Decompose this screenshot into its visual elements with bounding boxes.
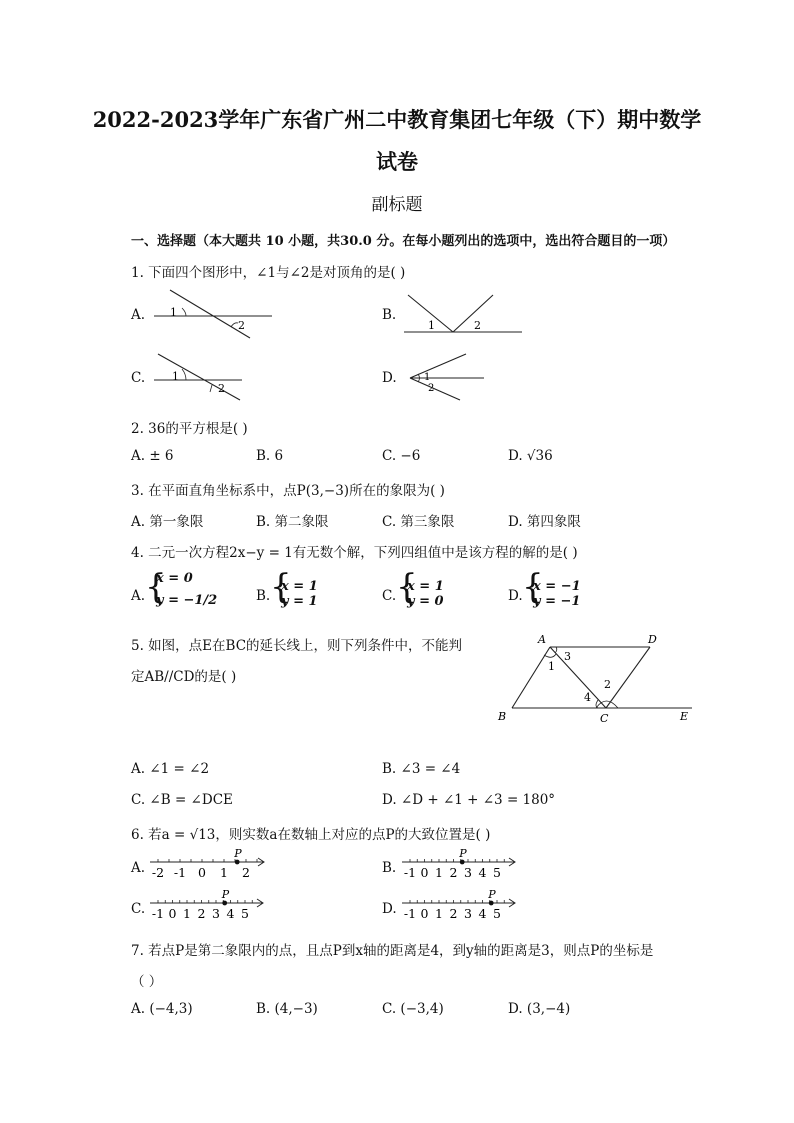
q6-c-point-label: P xyxy=(221,889,230,901)
q3-option-a: A. 第一象限 xyxy=(131,514,204,530)
q4-option-a-eq1: x = 0 xyxy=(156,571,193,586)
q4-option-c-label: C. xyxy=(382,588,397,604)
q6-c-tick-label: -1 xyxy=(151,906,165,921)
q7-option-b: B. (4,−3) xyxy=(256,1001,318,1017)
q1-figure-d xyxy=(404,350,494,404)
q6-d-tick-label: -1 xyxy=(403,906,417,921)
q6-option-a-label: A. xyxy=(131,860,146,876)
q6-c-tick-label: 0 xyxy=(168,906,177,921)
q2-option-c: C. −6 xyxy=(382,448,421,464)
section-heading: 一、选择题（本大题共 10 小题，共30.0 分。在每小题列出的选项中，选出符合题目的一项） xyxy=(131,234,676,249)
q6-a-tick-label: 0 xyxy=(198,865,206,880)
q4-option-b-label: B. xyxy=(256,588,271,604)
q5-angle-2: 2 xyxy=(604,678,611,691)
q1-option-c-label: C. xyxy=(131,370,146,386)
question-7-stem-line1: 7. 若点P是第二象限内的点，且点P到x轴的距离是4，到y轴的距离是3，则点P的坐标是 xyxy=(131,943,654,959)
q6-d-tick-label: 4 xyxy=(478,906,487,921)
page-title: 2022-2023学年广东省广州二中教育集团七年级（下）期中数学 xyxy=(92,107,702,132)
q1-option-a-label: A. xyxy=(131,307,146,323)
q6-numberline-b xyxy=(400,848,530,884)
q6-b-tick-label: 1 xyxy=(435,865,443,880)
q4-option-d-brace: { xyxy=(522,567,544,607)
q6-c-tick-label: 5 xyxy=(241,906,249,921)
q4-option-b-brace: { xyxy=(270,567,292,607)
q4-option-b-eq2: y = 1 xyxy=(281,594,318,609)
q4-option-d-label: D. xyxy=(508,588,523,604)
q6-numberline-a xyxy=(148,848,278,884)
q7-option-c: C. (−3,4) xyxy=(382,1001,444,1017)
q6-b-tick-label: -1 xyxy=(403,865,417,880)
q1-c-angle-2: 2 xyxy=(218,382,225,395)
q7-option-a: A. (−4,3) xyxy=(131,1001,193,1017)
q6-b-tick-label: 2 xyxy=(449,865,458,880)
q6-a-tick-label: -1 xyxy=(173,865,187,880)
q6-c-tick-label: 2 xyxy=(197,906,206,921)
q1-b-angle-2: 2 xyxy=(474,319,481,332)
q3-option-d: D. 第四象限 xyxy=(508,514,581,530)
q6-option-b-label: B. xyxy=(382,860,397,876)
q4-option-c-eq1: x = 1 xyxy=(407,579,444,594)
q6-c-tick-label: 4 xyxy=(226,906,235,921)
q5-angle-3: 3 xyxy=(564,650,571,663)
q5-figure xyxy=(494,628,700,728)
q1-figure-a xyxy=(150,288,275,340)
q4-option-a-brace: { xyxy=(145,567,167,607)
question-2-stem: 2. 36的平方根是( ) xyxy=(131,421,248,437)
q6-option-d-label: D. xyxy=(382,901,397,917)
q3-option-b: B. 第二象限 xyxy=(256,514,329,530)
q5-option-d: D. ∠D + ∠1 + ∠3 = 180° xyxy=(382,792,556,808)
q4-option-c-brace: { xyxy=(396,567,418,607)
q6-numberline-d xyxy=(400,889,530,925)
q5-label-e: E xyxy=(680,710,689,723)
q6-d-point-label: P xyxy=(488,889,496,901)
page-title-line2: 试卷 xyxy=(376,149,418,174)
q6-b-tick-label: 3 xyxy=(464,865,472,880)
question-5-stem-line1: 5. 如图，点E在BC的延长线上，则下列条件中，不能判 xyxy=(131,638,463,654)
question-1-stem: 1. 下面四个图形中，∠1与∠2是对顶角的是( ) xyxy=(131,265,406,281)
q1-d-angle-1: 1 xyxy=(424,372,431,383)
q4-option-c-eq2: y = 0 xyxy=(407,594,444,609)
q4-option-a-label: A. xyxy=(131,588,146,604)
q4-option-b-eq1: x = 1 xyxy=(281,579,318,594)
q6-b-point xyxy=(460,860,465,865)
q2-option-d: D. √36 xyxy=(508,448,553,464)
question-6-stem: 6. 若a = √13，则实数a在数轴上对应的点P的大致位置是( ) xyxy=(131,827,491,843)
q3-option-c: C. 第三象限 xyxy=(382,514,455,530)
q6-d-point xyxy=(489,901,494,906)
q1-figure-c xyxy=(150,350,250,402)
q6-b-point-label: P xyxy=(459,848,467,860)
q5-option-b: B. ∠3 = ∠4 xyxy=(382,761,461,777)
q6-d-tick-label: 1 xyxy=(435,906,443,921)
q2-option-a: A. ± 6 xyxy=(131,448,174,464)
q6-d-tick-label: 5 xyxy=(493,906,501,921)
q1-a-angle-1: 1 xyxy=(170,306,177,319)
q5-label-d: D xyxy=(648,633,657,646)
q4-option-d-eq1: x = −1 xyxy=(533,579,581,594)
q1-figure-b xyxy=(400,292,525,336)
q5-label-a: A xyxy=(538,633,546,646)
q1-d-angle-2: 2 xyxy=(428,383,435,394)
question-7-stem-line2: （ ） xyxy=(131,974,163,990)
q5-angle-1: 1 xyxy=(548,660,555,673)
question-4-stem: 4. 二元一次方程2x−y = 1有无数个解，下列四组值中是该方程的解的是( ) xyxy=(131,545,578,561)
q5-angle-4: 4 xyxy=(584,691,591,704)
q6-a-point xyxy=(235,860,240,865)
q6-c-tick-label: 1 xyxy=(183,906,191,921)
q6-a-point-label: P xyxy=(234,848,242,860)
q6-a-tick-label: -2 xyxy=(151,865,165,880)
q2-option-b: B. 6 xyxy=(256,448,284,464)
q1-b-angle-1: 1 xyxy=(428,319,435,332)
q6-numberline-c xyxy=(148,889,278,925)
question-3-stem: 3. 在平面直角坐标系中，点P(3,−3)所在的象限为( ) xyxy=(131,483,445,499)
q6-option-c-label: C. xyxy=(131,901,146,917)
q6-d-tick-label: 3 xyxy=(464,906,472,921)
q6-d-tick-label: 2 xyxy=(449,906,458,921)
q6-b-tick-label: 4 xyxy=(478,865,487,880)
q1-option-b-label: B. xyxy=(382,307,397,323)
q7-option-d: D. (3,−4) xyxy=(508,1001,571,1017)
q4-option-d-eq2: y = −1 xyxy=(533,594,581,609)
subtitle: 副标题 xyxy=(371,195,423,215)
q6-a-tick-label: 1 xyxy=(220,865,228,880)
q4-option-a-eq2: y = −1/2 xyxy=(156,593,218,608)
q1-c-angle-1: 1 xyxy=(172,370,179,383)
q1-a-angle-2: 2 xyxy=(238,319,245,332)
q6-c-tick-label: 3 xyxy=(212,906,220,921)
q6-d-tick-label: 0 xyxy=(420,906,429,921)
q5-label-b: B xyxy=(498,710,507,723)
question-5-stem-line2: 定AB//CD的是( ) xyxy=(131,669,237,685)
q6-a-tick-label: 2 xyxy=(242,865,250,880)
q6-c-point xyxy=(222,901,227,906)
q5-option-c: C. ∠B = ∠DCE xyxy=(131,792,233,808)
q6-b-tick-label: 5 xyxy=(493,865,501,880)
q5-label-c: C xyxy=(600,712,609,725)
q5-option-a: A. ∠1 = ∠2 xyxy=(131,761,210,777)
q1-option-d-label: D. xyxy=(382,370,397,386)
q6-b-tick-label: 0 xyxy=(420,865,429,880)
